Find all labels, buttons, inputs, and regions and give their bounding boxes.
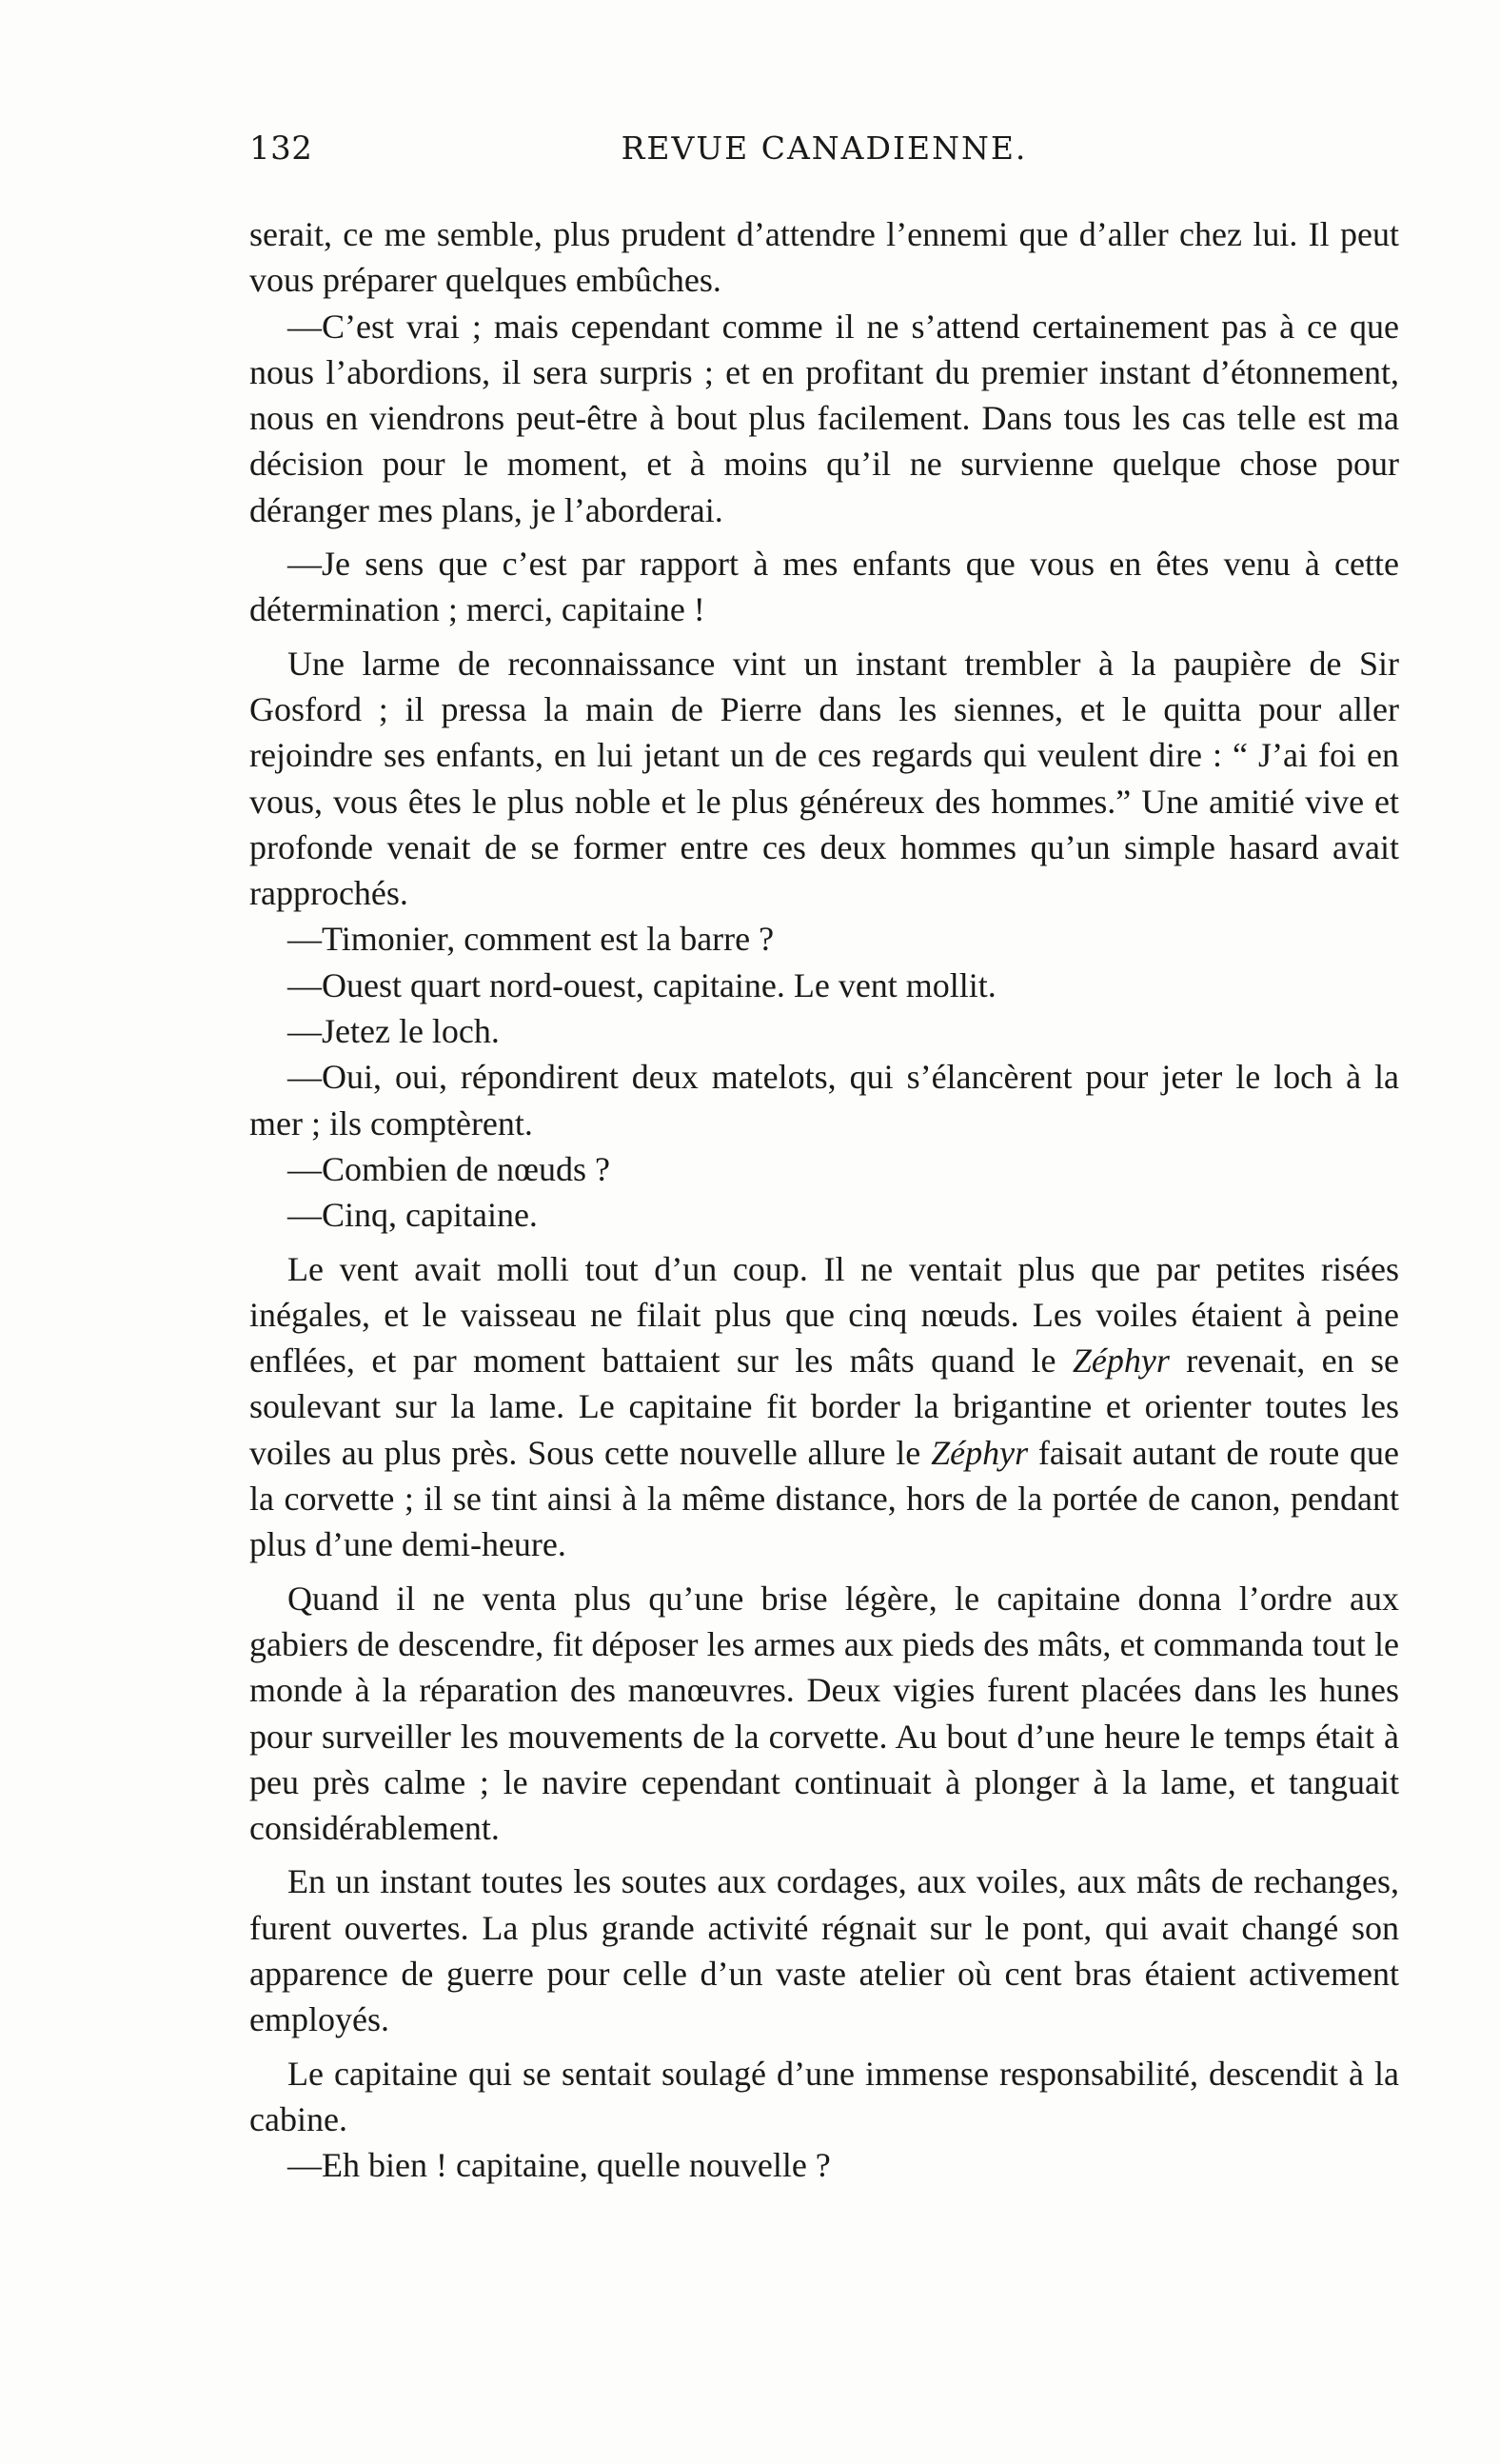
paragraph: —Je sens que c’est par rapport à mes enfants que vous en êtes venu à cette détermination ; merci, capitaine ! [249,545,1399,629]
body-text [249,211,1399,2188]
page-header [249,129,1399,187]
dialogue-line: —Oui, oui, répondirent deux matelots, qui s’élancèrent pour jeter le loch à la mer ; ils comptèrent. [249,1058,1399,1143]
dialogue-line: —Combien de nœuds ? [287,1149,610,1188]
ship-name: Zéphyr [931,1433,1029,1472]
paragraph: Le capitaine qui se sentait soulagé d’une immense responsabilité, descendit à la cabine. [249,2054,1399,2138]
dialogue-line: —Jetez le loch. [287,1012,500,1051]
ship-name: Zéphyr [1072,1341,1170,1381]
text-span: Le vent avait molli tout d’un coup. Il ne ventait plus que par petites risées inégales, et le vaisseau ne filait plus que cinq nœuds. Les voiles étaient à peine enflées, et par moment battaient sur les mâts quand le [249,1249,1399,1381]
dialogue-line: —Eh bien ! capitaine, quelle nouvelle ? [287,2146,831,2185]
text-span: revenait, en se soulevant sur la lame. Le capitaine fit border la brigantine et orienter toutes les voiles au plus près. Sous cette nouvelle allure le [249,1341,1400,1472]
paragraph: Une larme de reconnaissance vint un instant trembler à la paupière de Sir Gosford ; il pressa la main de Pierre dans les siennes, et le quitta pour aller rejoindre ses enfants, en lui jetant un de ces regards qui veulent dire : “ J’ai foi en vous, vous êtes le plus noble et le plus généreux des hommes.” Une amitié vive et profonde venait de se former entre ces deux hommes qu’un simple hasard avait rapprochés. [249,644,1399,913]
paragraph [249,1246,1399,1568]
page-number: 132 [249,129,313,168]
dialogue-line: —Cinq, capitaine. [287,1196,538,1235]
paragraph: Quand il ne venta plus qu’une brise légère, le capitaine donna l’ordre aux gabiers de descendre, fit déposer les armes aux pieds des mâts, et commanda tout le monde à la réparation des manœuvres. Deux vigies furent placées dans les hunes pour surveiller les mouvements de la corvette. Au bout d’une heure le temps était à peu près calme ; le navire cependant continuait à plonger à la lame, et tanguait considérablement. [249,1579,1399,1848]
paragraph: —C’est vrai ; mais cependant comme il ne s’attend certainement pas à ce que nous l’abordions, il sera surpris ; et en profitant du premier instant d’étonnement, nous en viendrons peut-être à bout plus facilement. Dans tous les cas telle est ma décision pour le moment, et à moins qu’il ne survienne quelque chose pour déranger mes plans, je l’aborderai. [249,307,1399,529]
dialogue-line: —Ouest quart nord-ouest, capitaine. Le vent mollit. [287,965,997,1004]
paragraph: serait, ce me semble, plus prudent d’attendre l’ennemi que d’aller chez lui. Il peut vous préparer quelques embûches. [249,215,1399,300]
dialogue-line: —Timonier, comment est la barre ? [287,920,775,959]
running-head: REVUE CANADIENNE. [621,129,1028,167]
text-span: faisait autant de route que la corvette ; il se tint ainsi à la même distance, hors de la portée de canon, pendant plus d’une demi-heure. [249,1433,1399,1564]
paragraph: En un instant toutes les soutes aux cordages, aux voiles, aux mâts de rechanges, furent ouvertes. La plus grande activité régnait sur le pont, qui avait changé son apparence de guerre pour celle d’un vaste atelier où cent bras étaient activement employés. [249,1862,1399,2039]
